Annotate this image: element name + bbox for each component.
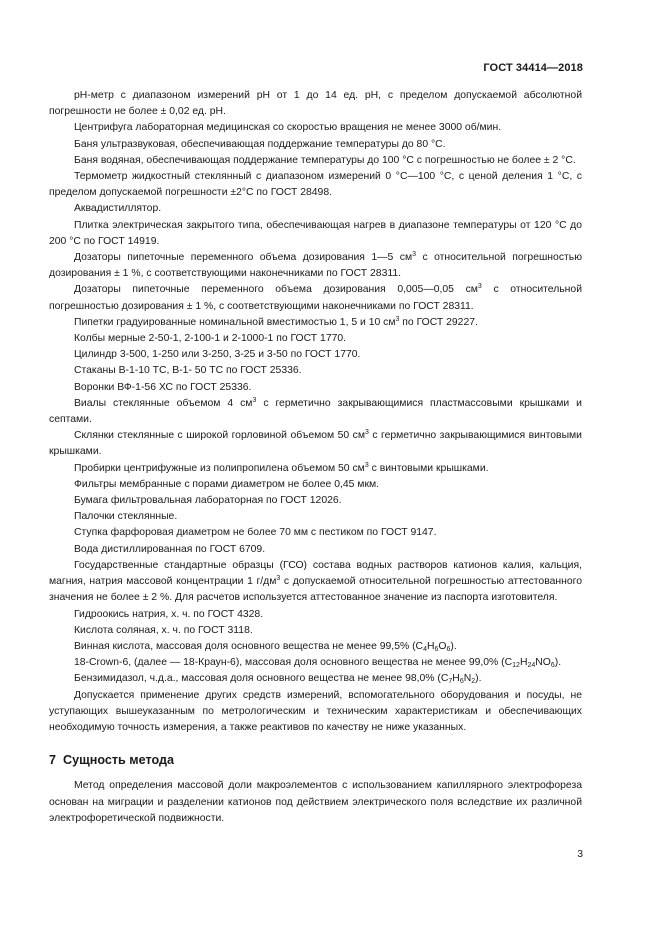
paragraph: Кислота соляная, х. ч. по ГОСТ 3118. xyxy=(74,624,253,636)
section-number: 7 xyxy=(49,753,57,768)
paragraph: Вода дистиллированная по ГОСТ 6709. xyxy=(74,543,266,555)
paragraph: Винная кислота, массовая доля основного вещества не менее 99,5% $(C_4H_6O_6)$. xyxy=(74,640,457,653)
paragraph: Склянки стеклянные с широкой горловиной объемом 50 $см^3$ с герметично закрывающимися винтовыми крышками. xyxy=(49,429,582,458)
paragraph: Ступка фарфоровая диаметром не более 70 мм с пестиком по ГОСТ 9147. xyxy=(74,527,437,539)
paragraph: Фильтры мембранные с порами диаметром не более 0,45 мкм. xyxy=(74,478,380,490)
section-heading xyxy=(49,752,582,768)
paragraph: Пипетки градуированные номинальной вместимостью 1, 5 и 10 $см^3$ по ГОСТ 29227. xyxy=(74,315,478,328)
paragraph: Аквадистиллятор. xyxy=(74,203,162,215)
paragraph: Цилиндр 3-500, 1-250 или 3-250, 3-25 и 3-50 по ГОСТ 1770. xyxy=(74,349,361,361)
paragraph: Плитка электрическая закрытого типа, обеспечивающая нагрев в диапазоне температуры от 120 °С до 200 °С по ГОСТ 14919. xyxy=(49,219,582,247)
paragraph: pH-метр с диапазоном измерений pH от 1 до 14 ед. pH, с пределом допускаемой абсолютной погрешности не более ± 0,02 ед. pH. xyxy=(49,90,582,118)
paragraph: Бумага фильтровальная лабораторная по ГОСТ 12026. xyxy=(74,495,342,507)
paragraph: Колбы мерные 2-50-1, 2-100-1 и 2-1000-1 по ГОСТ 1770. xyxy=(74,333,347,345)
section-title: Сущность метода xyxy=(63,753,174,768)
paragraph: Бензимидазол, ч.д.а., массовая доля основного вещества не менее 98,0% $(C_7H_6N_2)$. xyxy=(74,673,482,686)
paragraph: Дозаторы пипеточные переменного объема дозирования 1—5 $см^3$ с относительной погрешностью дозирования ± 1 %, с соответствующими наконечниками по ГОСТ 28311. xyxy=(49,251,582,280)
paragraph: Гидроокись натрия, х. ч. по ГОСТ 4328. xyxy=(74,608,264,620)
paragraph: Баня водяная, обеспечивающая поддержание температуры до 100 °С с погрешностью не более ± 2 °С. xyxy=(74,154,576,166)
paragraph: Воронки ВФ-1-56 ХС по ГОСТ 25336. xyxy=(74,381,252,393)
paragraph: Стаканы В-1-10 ТС, В-1- 50 ТС по ГОСТ 25336. xyxy=(74,365,302,377)
paragraph: Пробирки центрифужные из полипропилена объемом 50 $см^3$ с винтовыми крышками. xyxy=(74,461,489,474)
paragraph: 18-Crown-6, (далее — 18-Краун-6), массовая доля основного вещества не менее 99,0% $(C_{12}H_{24}NO_6)$. xyxy=(74,657,562,670)
page-number: 3 xyxy=(577,849,583,860)
paragraph: Дозаторы пипеточные переменного объема дозирования 0,005—0,05 $см^3$ с относительной погрешностью дозирования ± 1 %, с соответствующими наконечниками по ГОСТ 28311. xyxy=(49,283,582,312)
document-body xyxy=(49,88,582,827)
paragraph: Палочки стеклянные. xyxy=(74,511,178,523)
paragraph: Баня ультразвуковая, обеспечивающая поддержание температуры до 80 °С. xyxy=(74,138,446,150)
paragraph: Допускается применение других средств измерений, вспомогательного оборудования и посуды, не уступающих вышеуказанным по метрологическим и техническим характеристикам и обеспечивающих необходимую точность измерения, а также реактивов по качеству не ниже указанных. xyxy=(49,689,582,733)
paragraph: Государственные стандартные образцы (ГСО) состава водных растворов катионов калия, кальция, магния, натрия массовой концентрации 1 $г/дм^3$ с допускаемой относительной погрешностью аттестованного значения не более ± 2 %. Для расчетов используется аттестованное значение из паспорта изготовителя. xyxy=(49,559,582,604)
section-paragraph: Метод определения массовой доли макроэлементов с использованием капиллярного электрофореза основан на миграции и разделении катионов под действием электрического поля вследствие их различной электрофоретической подвижности. xyxy=(49,780,582,824)
paragraph: Виалы стеклянные объемом 4 $см^3$ с герметично закрывающимися пластмассовыми крышками и септами. xyxy=(49,396,582,426)
paragraph: Центрифуга лабораторная медицинская со скоростью вращения не менее 3000 об/мин. xyxy=(74,122,502,134)
document-header-standard: ГОСТ 34414—2018 xyxy=(483,62,583,74)
paragraph: Термометр жидкостный стеклянный с диапазоном измерений 0 °С—100 °С, с ценой деления 1 °С, с пределом допускаемой погрешности ±2°С по ГОСТ 28498. xyxy=(49,171,582,199)
